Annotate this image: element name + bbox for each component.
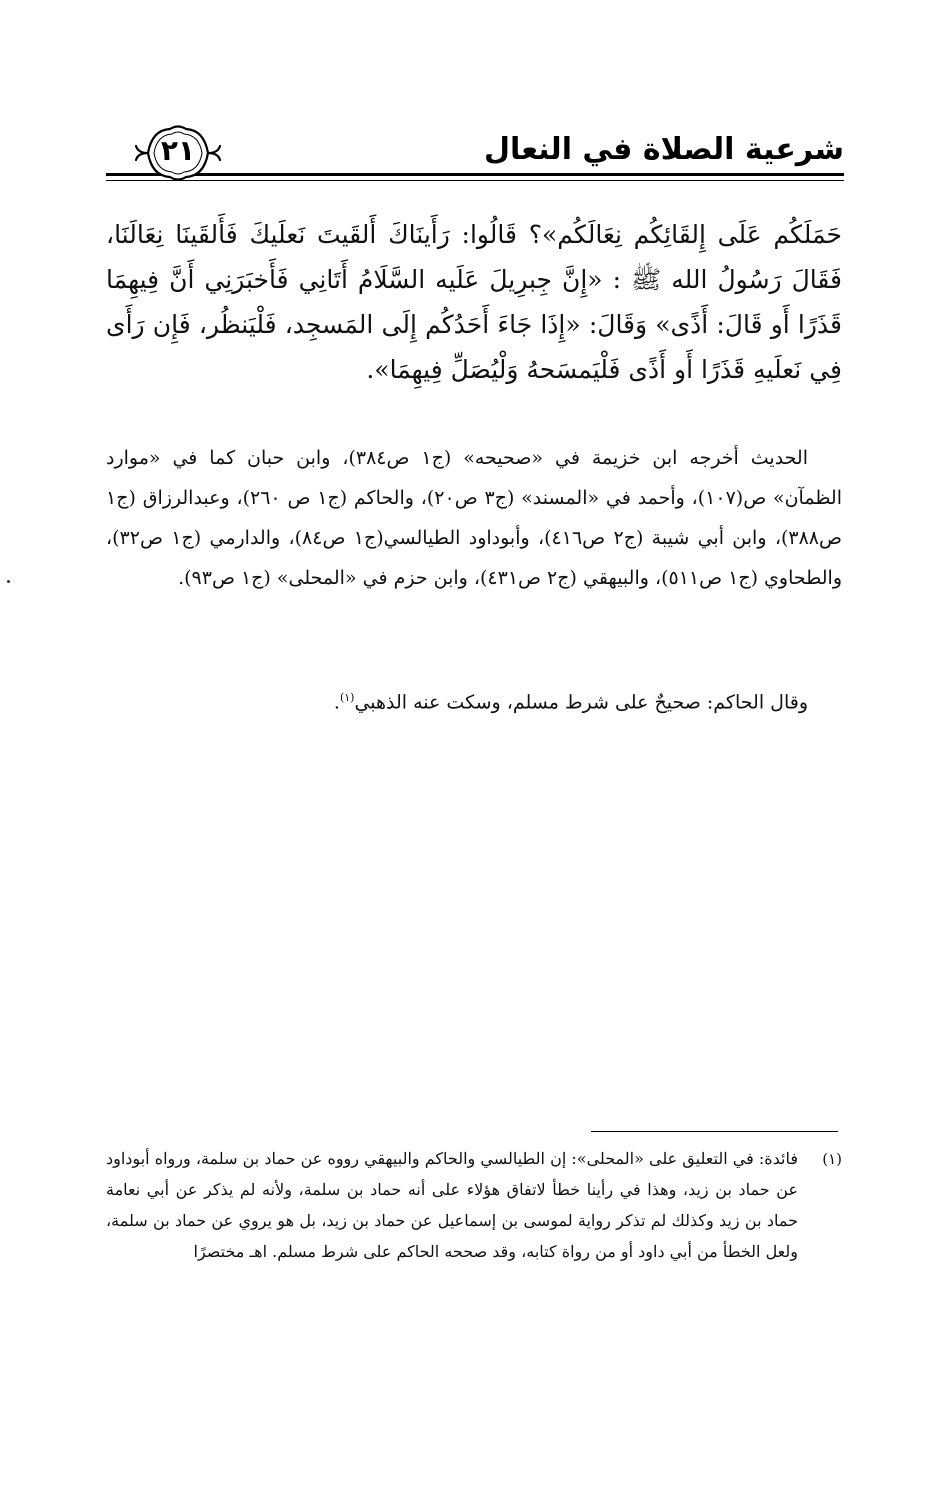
footnote-number: (١) <box>822 1150 842 1168</box>
page-number-badge <box>134 120 222 186</box>
page-number: ٢١ <box>160 134 196 167</box>
page-header <box>106 120 844 192</box>
running-title: شرعية الصلاة في النعال <box>483 132 844 167</box>
ruling-end-mark: . <box>333 691 340 714</box>
citation-paragraph: الحديث أخرجه ابن خزيمة في «صحيحه» (ج١ ص٣٨٤)، وابن حبان كما في «موارد الظمآن» ص(١٠٧)، وأحمد في «المسند» (ج٣ ص٢٠)، والحاكم (ج١ ص ٢٦٠)، وعبدالرزاق (ج١ ص٣٨٨)، وابن أبي شيبة (ج٢ ص٤١٦)، وأبوداود الطيالسي(ج١ ص٨٤)، والدارمي (ج١ ص٣٢)، والطحاوي (ج١ ص٥١١)، والبيهقي (ج٢ ص٤٣١)، وابن حزم في «المحلى» (ج١ ص٩٣). <box>106 447 842 589</box>
ruling-text: وقال الحاكم: صحيحٌ على شرط مسلم، وسكت عنه الذهبي <box>354 691 808 714</box>
scan-speck <box>7 580 10 583</box>
footnote-reference[interactable]: (١) <box>339 691 355 704</box>
footnote-separator <box>591 1131 838 1132</box>
footnote-text: فائدة: في التعليق على «المحلى»: إن الطيالسي والحاكم والبيهقي رووه عن حماد بن سلمة، ورواه أبوداود عن حماد بن زيد، وهذا في رأينا خطأ لاتفاق هؤلاء على أنه حماد بن سلمة، ولأنه لم يذكر عن أبي نعامة حماد بن زيد وكذلك لم تذكر رواية لموسى بن إسماعيل عن حماد بن زيد، بل هو يروي عن حماد بن سلمة، ولعل الخطأ من أبي داود أو من رواة كتابه، وقد صححه الحاكم على شرط مسلم. اهـ مختصرًا <box>106 1149 798 1261</box>
ruling-paragraph <box>106 678 842 722</box>
hadith-quote-paragraph: حَمَلَكُم عَلَى إِلقَائِكُم نِعَالَكُم»؟ قَالُوا: رَأَينَاكَ أَلقَيتَ نَعلَيكَ فَأَلقَينَا نِعَالَنَا، فَقَالَ رَسُولُ الله ﷺ : «إِنَّ جِبرِيلَ عَلَيه السَّلَامُ أَتَانِي فَأَخبَرَنِي أَنَّ فِيهِمَا قَذَرًا أَو قَالَ: أَذًى» وَقَالَ: «إِذَا جَاءَ أَحَدُكُم إِلَى المَسجِد، فَلْيَنظُر، فَإِن رَأَى فِي نَعلَيهِ قَذَرًا أَو أَذًى فَلْيَمسَحهُ وَلْيُصَلِّ فِيهِمَا». <box>106 220 842 384</box>
footnote <box>106 1143 842 1267</box>
